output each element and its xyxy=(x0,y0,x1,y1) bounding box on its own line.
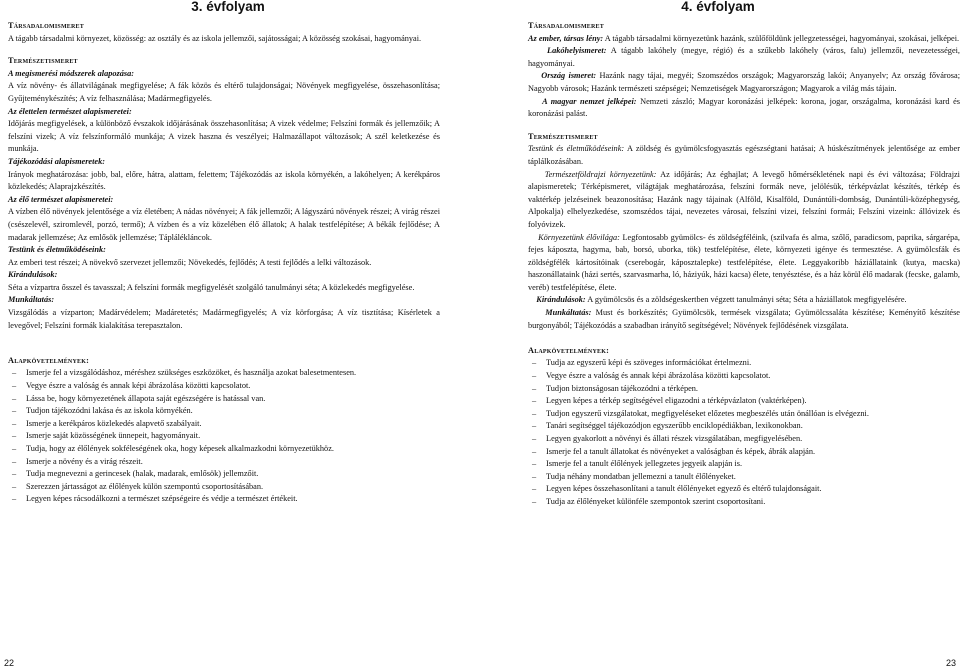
tars-lakohely: Lakóhelyismeret: A tágabb lakóhely (megye, régió) és a szűkebb lakóhely (város, falu) jellemzői, nevezetességei, hagyományai. xyxy=(528,46,960,68)
subheading-kirandulasok: Kirándulások: xyxy=(8,270,58,280)
tars-title: Társadalomismeret xyxy=(8,21,84,30)
tars-orszag: Ország ismeret: Hazánk nagy tájai, megyéi; Szomszédos országok; Magyarország lakói; Anyanyelv; Az ország fővárosa; Nagyobb városok; Hazánk természeti szépségei; Nemzetiségek Magyarországon; Magyarok a világ más tájain. xyxy=(528,71,960,93)
text-kirandulasok: Séta a vízpartra ősszel és tavasszal; A felszíni formák megfigyelését szolgáló tanulmányi séta; A közlekedés megfigyelése. xyxy=(8,282,415,292)
list-item: – Tudja néhány mondatban jellemezni a tanult élőlényeket. xyxy=(528,471,960,484)
tars-text: A tágabb társadalmi környezet, közösség: az osztály és az iskola jellemzői, sajátosságai; A közösség szokásai, hagyományai. xyxy=(8,33,422,43)
page-number-left: 22 xyxy=(4,658,15,668)
alap-title: Alapkövetelmények: xyxy=(528,345,610,355)
tars-ember: Az ember, társas lény: A tágabb társadalmi környezetünk hazánk, szülőföldünk jellegzetességei, hagyományai, szokásai, jelképei. xyxy=(528,33,960,43)
list-item: – Tudjon egyszerű vizsgálatokat, megfigyeléseket előzetes megbeszélés után önállóan is elvégezni. xyxy=(528,408,960,421)
term-elovilag: Környezetünk élővilága: Legfontosabb gyümölcs- és zöldségféléink, (szilvafa és alma, szőlő, paradicsom, paprika, sárgarépa, fejes káposzta, hagyma, bab, borsó, uborka, tök) testfelépítése, élete, környezeti igénye és termesztése. A gyümölcsfák és zöldségfélék kártosítóinak (cserebogár, káposztalepke) testfelépítése, élete. Leggyakoribb háziállataink (kutya, macska) haszonállataink (házi sertés, szarvasmarha, ló, háziyúk, házi kacsa) élete, tenyésztése, és a ház körül élő madarak (fecske, galamb, veréb) testfelépítése, élete. xyxy=(528,232,960,292)
subheading-tajekozodasi: Tájékozódási alapismeretek: xyxy=(8,156,106,166)
list-item: – Legyen képes rácsodálkozni a természet szépségeire és védje a természet értékeit. xyxy=(8,493,440,506)
left-requirements-list xyxy=(8,367,440,506)
tars-jelkepek: A magyar nemzet jelképei: Nemzeti zászló; Magyar koronázási jelképek: korona, jogar, országalma, koronázási kard és koronázási palást. xyxy=(528,96,960,119)
subheading-munkaltatas: Munkáltatás: xyxy=(8,295,55,305)
left-page-heading: 3. évfolyam xyxy=(191,0,265,14)
term-testunk: Testünk és életműködéseink: A zöldség és gyümölcsfogyasztás egészségtani hatásai; A húskészítmények jelentősége az ember táplálkozásában. xyxy=(528,144,960,166)
list-item: – Szerezzen jártasságot az élőlények külön szempontú csoportosításában. xyxy=(8,481,440,494)
page-number-right: 23 xyxy=(945,658,956,668)
subheading-megismeresi: A megismerési módszerek alapozása: xyxy=(8,68,135,78)
list-item: – Ismerje a kerékpáros közlekedés alapvető szabályait. xyxy=(8,418,440,431)
list-item: – Legyen képes a térkép segítségével eligazodni a térképvázlaton (vaktérképen). xyxy=(528,395,960,408)
tars-title: Társadalomismeret xyxy=(528,21,604,30)
list-item: – Legyen gyakorlott a növényi és állati részek vizsgálatában, megfigyelésében. xyxy=(528,433,960,446)
list-item: – Vegye észre a valóság és annak képi ábrázolása közötti kapcsolatot. xyxy=(528,370,960,383)
list-item: – Vegye észre a valóság és annak képi ábrázolása közötti kapcsolatot. xyxy=(8,380,440,393)
list-item: – Ismerje a növény és a virág részeit. xyxy=(8,456,440,469)
term-kirandulasok: Kirándulások: A gyümölcsös és a zöldségeskertben végzett tanulmányi séta; Séta a háziállatok megfigyelésére. xyxy=(536,295,907,305)
list-item: – Tudjon biztonságosan tájékozódni a térképen. xyxy=(528,383,960,396)
list-item: – Tudja, hogy az élőlények sokféleségének oka, hogy képesek alkalmazkodni környezetükhöz. xyxy=(8,443,440,456)
term-title: Természetismeret xyxy=(8,56,78,66)
list-item: – Tanári segítséggel tájékozódjon egyszerűbb enciklopédiákban, lexikonokban. xyxy=(528,420,960,433)
term-title: Természetismeret xyxy=(528,131,598,141)
list-item: – Ismerje saját közösségének ünnepeit, hagyományait. xyxy=(8,430,440,443)
right-page-heading: 4. évfolyam xyxy=(681,0,755,14)
list-item: – Legyen képes összehasonlítani a tanult élőlényeket egyező és eltérő tulajdonságait. xyxy=(528,483,960,496)
text-elettelen: Időjárás megfigyelések, a különböző évszakok időjárásának összehasonlítása; A vizek védelme; Felszíni formák és jellemzőik; A felszíni vizek; A víz felszínformáló munkája; A vizek haszna és veszélyei; Halmazállapot változások; A szél keletkezése és munkája. xyxy=(8,119,440,154)
text-megismeresi: A víz növény- és állatvilágának megfigyelése; A fák közös és eltérő tulajdonságai; Növények megfigyelése, összehasonlítása; Gyűjteménykészítés; A víz felhasználása; Madármegfigyelés. xyxy=(8,81,440,103)
alap-title: Alapkövetelmények: xyxy=(8,355,90,365)
subheading-testunk: Testünk és életműködéseink: xyxy=(8,245,106,255)
list-item: – Tudja az élőlényeket különféle szempontok szerint csoportosítani. xyxy=(528,496,960,509)
text-testunk: Az emberi test részei; A növekvő szervezet jellemzői; Növekedés, fejlődés; A testi fejlődés a lelki változások. xyxy=(8,257,372,267)
text-tajekozodasi: Irányok meghatározása: jobb, bal, előre, hátra, alattam, felettem; Tájékozódás az iskola környékén, a lakóhelyen; A kerékpáros közlekedés; Alaprajzkészítés. xyxy=(8,169,440,192)
text-elo: A vízben élő növények jelentősége a víz életében; A nádas növényei; A fák jellemzői; A lágyszárú növények részei; A virág részei (csészelevél, sziromlevél, porzó, termő); A vízben és a víz közelében élő állatok; A halak testfelépítése; A békák fejlődése; A madarak jellemzése; Az emlősök jellemzése; Táplálékláncok. xyxy=(8,207,440,242)
subheading-elettelen: Az élettelen természet alapismeretei: xyxy=(8,106,132,116)
list-item: – Ismerje fel a tanult élőlények jellegzetes jegyeik alapján is. xyxy=(528,458,960,471)
term-munkaltatas: Munkáltatás: Must és borkészítés; Gyümölcsök, termések vizsgálata; Gyümölcssaláta készítése; Keményítő készítése burgonyából; Tájékozódás a szabadban irányítő segítségével; Növények fejlődésének vizsgálata. xyxy=(528,308,960,330)
list-item: – Ismerje fel a vizsgálódáshoz, méréshez szükséges eszközöket, és használja azokat balesetmentesen. xyxy=(8,367,440,380)
text-munkaltatas: Vizsgálódás a vízparton; Madárvédelem; Madáretetés; Madármegfigyelés; A víz körforgása; A víz tisztítása; Kísérletek a levegővel; Felszíni formák kialakítása terepasztalon. xyxy=(8,308,440,330)
term-foldrajz: Természetföldrajzi környezetünk: Az időjárás; Az éghajlat; A levegő hőmérsékletének napi és évi változása; Földrajzi alapismeretek; Térképismeret, világtájak meghatározása, felszíni formák neve, jelölésük, térképvázlat készítés, térkép és vaktérkép jelzéseinek beazonosítása; Hazánk nagy tájainak (Alföld, Kisalföld, Dunántúli-dombság, Dunántúli-középhegység, Alpokalja) elhelyezkedése, szomszédos tájai, nevezetes városai, felszíni vizei, felszíni formái; Felszíni vizeink: állóvizek és folyóvizek. xyxy=(528,169,960,229)
subheading-elo: Az élő természet alapismeretei: xyxy=(8,194,114,204)
list-item: – Tudja megnevezni a gerincesek (halak, madarak, emlősök) jellemzőit. xyxy=(8,468,440,481)
list-item: – Lássa be, hogy környezetének állapota saját egészségére is hatással van. xyxy=(8,393,440,406)
list-item: – Tudja az egyszerű képi és szöveges információkat értelmezni. xyxy=(528,357,960,370)
right-requirements-list xyxy=(528,357,960,508)
list-item: – Ismerje fel a tanult állatokat és növényeket a valóságban és képek, ábrák alapján. xyxy=(528,446,960,459)
list-item: – Tudjon tájékozódni lakása és az iskola környékén. xyxy=(8,405,440,418)
